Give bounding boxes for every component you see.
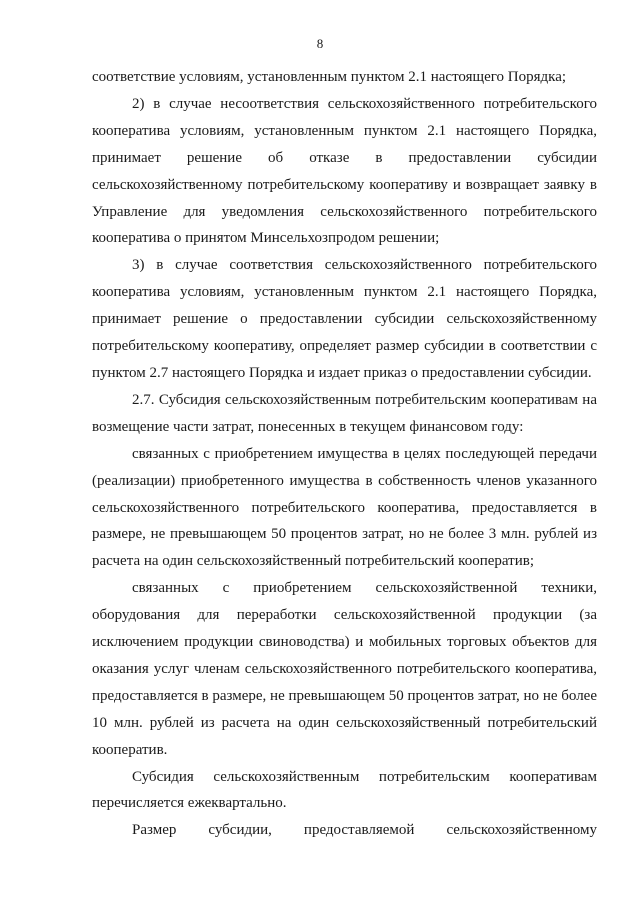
document-body (92, 64, 597, 844)
paragraph-property-acquisition: связанных с приобретением имущества в целях последующей передачи (реализации) приобретенного имущества в собственность членов указанного сельскохозяйственного потребительского кооператива, предоставляется в размере, не превышающем 50 процентов затрат, но не более 3 млн. рублей из расчета на один сельскохозяйственный потребительский кооператив; (92, 445, 597, 570)
paragraph-equipment-acquisition: связанных с приобретением сельскохозяйственной техники, оборудования для переработки сельскохозяйственной продукции (за исключением продукции свиноводства) и мобильных торговых объектов для оказания услуг членам сельскохозяйственного потребительского кооператива, предоставляется в размере, не превышающем 50 процентов затрат, но не более 10 млн. рублей из расчета на один сельскохозяйственный потребительский кооператив. (92, 580, 597, 758)
paragraph-quarterly-transfer: Субсидия сельскохозяйственным потребительским кооперативам перечисляется ежеквартально. (92, 768, 597, 812)
paragraph-subsidy-size: Размер субсидии, предоставляемой сельскохозяйственному (132, 822, 597, 839)
paragraph-section-2-7: 2.7. Субсидия сельскохозяйственным потребительским кооперативам на возмещение части затрат, понесенных в текущем финансовом году: (92, 391, 597, 435)
paragraph-item-2-refusal: 2) в случае несоответствия сельскохозяйственного потребительского кооператива условиям, установленным пунктом 2.1 настоящего Порядка, принимает решение об отказе в предоставлении субсидии сельскохозяйственному потребительскому кооперативу и возвращает заявку в Управление для уведомления сельскохозяйственного потребительского кооператива о принятом Минсельхозпродом решении; (92, 95, 597, 247)
page-number: 8 (316, 36, 324, 51)
paragraph-condition-met-continuation: соответствие условиям, установленным пунктом 2.1 настоящего Порядка; (92, 69, 567, 85)
paragraph-item-3-approval: 3) в случае соответствия сельскохозяйственного потребительского кооператива условиям, установленным пунктом 2.1 настоящего Порядка, принимает решение о предоставлении субсидии сельскохозяйственному потребительскому кооперативу, определяет размер субсидии в соответствии с пунктом 2.7 настоящего Порядка и издает приказ о предоставлении субсидии. (92, 257, 597, 381)
